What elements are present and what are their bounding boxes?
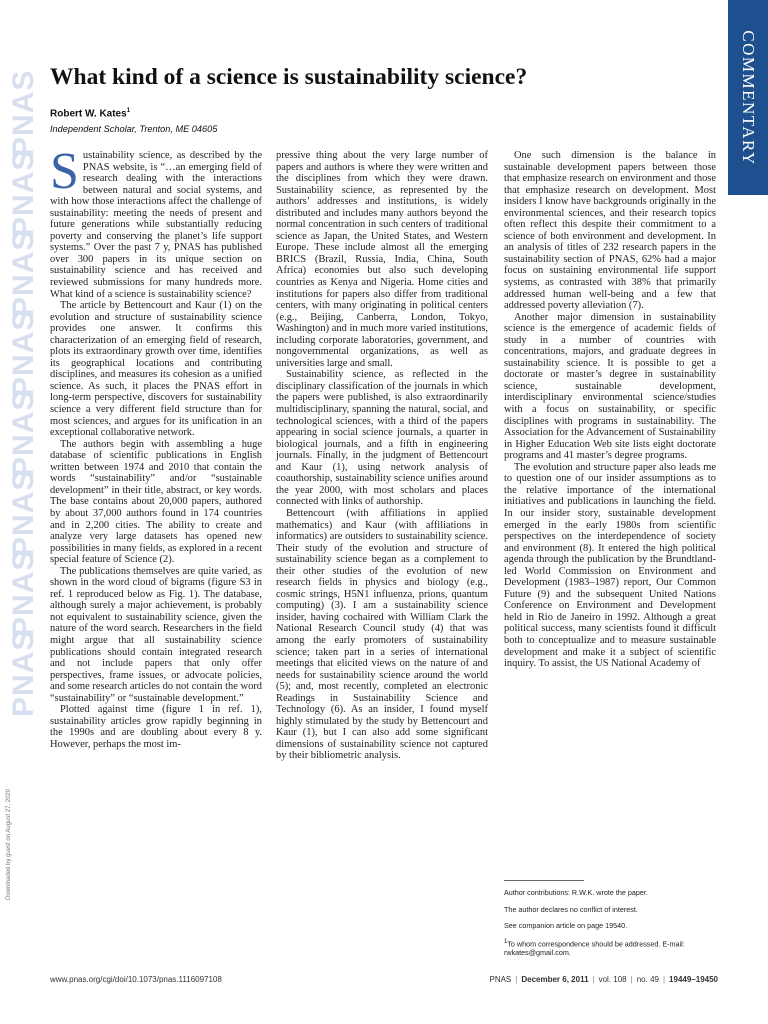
paragraph: Plotted against time (figure 1 in ref. 1), sustainability articles grow rapidly beginning in the 1990s and are doubling about every 8 y. However, perhaps the most im- bbox=[50, 704, 262, 750]
volume: vol. 108 bbox=[598, 975, 627, 984]
text-column-3 bbox=[504, 150, 716, 670]
footer-separator: | bbox=[515, 975, 518, 984]
pnas-watermark-word: PNAS bbox=[7, 629, 40, 717]
footnote-companion: See companion article on page 19540. bbox=[504, 921, 628, 930]
footnote-contributions: Author contributions: R.W.K. wrote the paper. bbox=[504, 888, 648, 897]
paragraph: pressive thing about the very large number of papers and authors is where they were written and the disciplines from which they were drawn. Sustainability science, as represented by the authors’ addresses and institutions, is widely distributed and includes many authors beyond the normal concentration in such centers of traditional science as Japan, the United States, and Western Europe. These include almost all the emerging BRICS (Brazil, Russia, India, China, South Africa) economies but also such developing countries as Kenya and Nigeria. Home cities and institutions for papers also differ from traditional centers, with many originating in political centers (e.g., Beijing, Canberra, London, Tokyo, Washington) and in much more varied institutions, including corporate laboratories, government, and nongovernmental organizations, as well as universities large and small. bbox=[276, 150, 488, 369]
pnas-watermark-word: PNAS bbox=[7, 229, 40, 317]
doi-link[interactable]: www.pnas.org/cgi/doi/10.1073/pnas.1116097108 bbox=[50, 975, 222, 984]
paragraph: One such dimension is the balance in sustainable development papers between those that emphasize research on environment and those that emphasize research on development. Most insiders I know have backgrounds originally in the environmental sciences, and their research topics often reflect this despite their commitment to a science of both environment and development. In an analysis of titles of 232 research papers in the sustainability section of PNAS, 62% had a major focus on sustaining environmental life support systems, as contrasted with 38% that primarily addressed human well-being and a few that addressed poverty alleviation (7). bbox=[504, 150, 716, 312]
pnas-watermark-word: PNAS bbox=[7, 469, 40, 557]
journal-footer bbox=[460, 975, 718, 984]
pnas-watermark-word: PNAS bbox=[7, 149, 40, 237]
footer-separator: | bbox=[592, 975, 595, 984]
page-range: 19449–19450 bbox=[669, 975, 718, 984]
paragraph: The evolution and structure paper also leads me to question one of our insider assumptions as to the relative importance of the international initiatives and publications in launching the field. In our insider story, sustainable development emerged in the early 1980s from scientific perspectives on the interdependence of society and environment (8). It entered the high political agenda through the publication by the Brundtland-led World Commission on Environment and Development (1983–1987) report, Our Common Future (9) and the subsequent United Nations Conference on Environment and Development held in Rio de Janeiro in 1992. Although a great political success, many scientists found it difficult both to conceptualize and to measure sustainable development and make it a subject of scientific inquiry. To assist, the US National Academy of bbox=[504, 461, 716, 670]
paragraph: The authors begin with assembling a huge database of scientific publications in English written between 1974 and 2010 that contain the words “sustainability” and/or “sustainable development” in their title, abstract, or key words. The base contains about 20,000 papers, authored by about 37,000 authors found in 174 countries and in 2,200 cities. The ability to create and analyze very large datasets has opened new possibilities in many fields, as explored in a recent special feature of Science (2). bbox=[50, 438, 262, 566]
paragraph: Another major dimension in sustainability science is the emergence of academic fields of study in a number of countries with concentrations, majors, and graduate degrees in sustainability science. It is possible to get a doctorate or master’s degree in sustainability science, sustainable development, interdisciplinary environmental science/studies with a focus on sustainability, or specific disciplines with programs in sustainability. The Association for the Advancement of Sustainability in Higher Education Web site lists eight doctorate programs and 41 master’s degree programs. bbox=[504, 311, 716, 462]
author-superscript: 1 bbox=[126, 108, 131, 114]
pnas-watermark-word: PNAS bbox=[7, 389, 40, 477]
footnotes bbox=[504, 888, 719, 965]
issue-date: December 6, 2011 bbox=[521, 975, 589, 984]
text-column-1 bbox=[50, 143, 262, 750]
footer-separator: | bbox=[662, 975, 666, 984]
author-name bbox=[50, 108, 130, 119]
paragraph: Sustainability science, as reflected in the disciplinary classification of the journals in which the papers were published, is also extraordinarily multidisciplinary, spanning the natural, social, and technological sciences, with a third of the papers appearing in social science journals, a quarter in biological journals, and a fifth in engineering journals. Finally, in the judgment of Bettencourt and Kaur (1), using network analysis of coauthorship, sustainability science unifies around the year 2000, with most scholars and places connected with links of authorship. bbox=[276, 369, 488, 508]
footnote-divider bbox=[504, 880, 584, 881]
dropcap: S bbox=[50, 143, 79, 200]
text-column-2 bbox=[276, 150, 488, 762]
paragraph: Sustainability science, as described by the PNAS website, is “…an emerging field of research dealing with the interactions between natural and social systems, and with how those interactions affect the challenge of sustainability: meeting the needs of present and future generations while substantially reducing poverty and conserving the planet’s life support systems.” Over the past 7 y, PNAS has published over 300 papers in its unique section on sustainability science and has received and reviewed submissions for many hundreds more. What kind of a science is sustainability science? bbox=[50, 143, 262, 300]
paragraph: Bettencourt (with affiliations in applied mathematics) and Kaur (with affiliations in informatics) are outsiders to sustainability science. Their study of the evolution and structure of sustainability science began as a complement to their other studies of the evolution of new research fields in physics and biology (e.g., cosmic strings, H5N1 influenza, prions, quantum computing) (3). I am a sustainability science insider, having cochaired with William Clark the National Research Council study (4) that was among the early promoters of sustainability science; taken part in a series of international meetings that elicited views on the nature of and needs for sustainability science around the world (5); and, most recently, completed an electronic Readings in Sustainability Science and Technology (6). As an insider, I found myself highly stimulated by the study by Bettencourt and Kaur (1), but I can also add some significant dimensions of sustainability science not captured by their bibliometric analysis. bbox=[276, 507, 488, 762]
author-affiliation: Independent Scholar, Trenton, ME 04605 bbox=[50, 124, 218, 134]
footnote-conflict: The author declares no conflict of interest. bbox=[504, 904, 638, 914]
issue-number: no. 49 bbox=[636, 975, 659, 984]
pnas-watermark-word: PNAS bbox=[7, 69, 40, 157]
journal-name: PNAS bbox=[489, 975, 512, 984]
footer-separator: | bbox=[630, 975, 633, 984]
section-tab-label: COMMENTARY bbox=[739, 30, 758, 166]
paragraph: The publications themselves are quite varied, as shown in the word cloud of bigrams (figure S3 in ref. 1 reproduced below as Fig. 1). The database, although surely a major achievement, is probably not equivalent to sustainability science, given the nature of the word search. Researchers in the field might argue that all sustainability science publications should contain integrated research and not include papers that only offer perspectives, frame issues, or advocate policies, and some research articles do not contain the word “sustainability” or “sustainable development.” bbox=[50, 565, 262, 704]
download-note: Downloaded by guest on August 27, 2020 bbox=[6, 788, 12, 900]
pnas-watermark-word: PNAS bbox=[7, 309, 40, 397]
paragraph: The article by Bettencourt and Kaur (1) on the evolution and structure of sustainability science provides one answer. It confirms this characterization of an emerging field of research, plots its extraordinary growth over time, identifies its geographical locations and contributing disciplines, and measures its cohesion as a unified science. As such, it places the PNAS effort in long-term perspective, discovers for sustainability science a very different field structure than for most sciences, and argues for its unification in an exceptional collaborative network. bbox=[50, 300, 262, 439]
footnote-correspondence: $^1$To whom correspondence should be addressed. E-mail: rwkates@gmail.com. bbox=[504, 938, 685, 958]
author-name-text: Robert W. Kates bbox=[50, 108, 127, 120]
section-tab bbox=[728, 0, 768, 195]
article-title: What kind of a science is sustainability science? bbox=[50, 64, 528, 90]
pnas-watermark-word: PNAS bbox=[7, 549, 40, 637]
